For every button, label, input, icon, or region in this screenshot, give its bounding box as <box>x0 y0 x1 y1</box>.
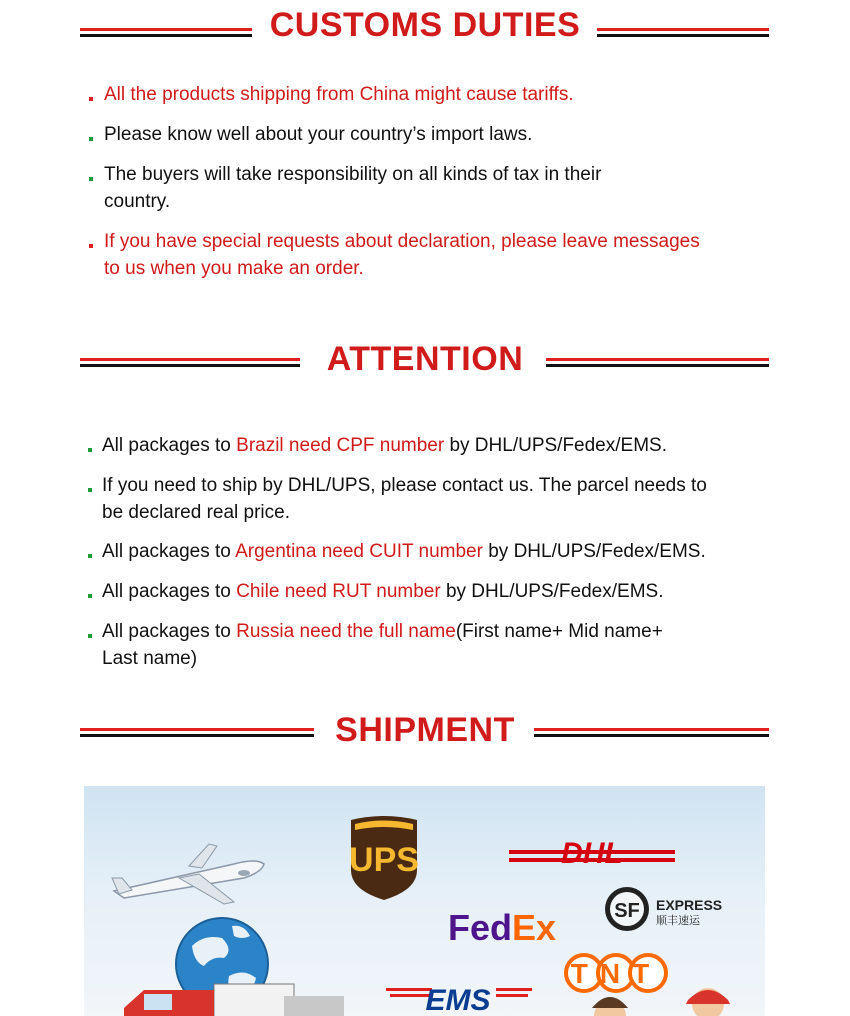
text-segment: to us when you make an order. <box>104 258 364 279</box>
bullet-icon <box>89 97 93 101</box>
text-segment: All packages to <box>102 621 237 642</box>
bullet-icon <box>88 594 92 598</box>
shipment-banner <box>84 786 765 1016</box>
list-item-line <box>102 499 290 526</box>
text-segment: If you have special requests about declaration, please leave messages <box>104 231 700 252</box>
bullet-icon <box>89 244 93 248</box>
text-segment: by DHL/UPS/Fedex/EMS. <box>440 581 664 602</box>
list-item-line <box>104 228 700 255</box>
list-item-line <box>104 188 170 215</box>
dhl-text: DHL <box>561 837 623 870</box>
bullet-icon <box>89 137 93 141</box>
text-segment: by DHL/UPS/Fedex/EMS. <box>482 541 706 562</box>
list-item-line <box>104 255 364 282</box>
shipment-banner-art <box>84 786 765 1016</box>
ups-logo <box>349 816 419 900</box>
list-item-line <box>104 121 532 148</box>
dhl-logo <box>509 837 675 870</box>
attention-title: ATTENTION <box>326 340 524 378</box>
header-rule-right <box>597 28 769 37</box>
text-segment: Brazil need CPF number <box>236 435 445 456</box>
bullet-icon <box>88 488 92 492</box>
attention-header <box>0 340 850 384</box>
truck-icon <box>124 984 344 1016</box>
text-segment: All packages to <box>102 541 236 562</box>
bullet-icon <box>88 448 92 452</box>
list-item-line <box>102 618 663 645</box>
text-segment: Last name) <box>102 648 198 669</box>
list-item-line <box>102 538 706 565</box>
fedex-fed-text: Fed <box>448 907 513 948</box>
header-rule-right <box>546 358 769 367</box>
text-segment: be declared real price. <box>102 502 290 523</box>
sf-express-logo <box>605 887 722 931</box>
text-segment: The buyers will take responsibility on all kinds of tax in their <box>104 164 602 185</box>
list-item-line <box>102 432 667 459</box>
shipment-header <box>0 711 850 755</box>
text-segment: Please know well about your country’s import laws. <box>104 124 533 145</box>
sf-chinese-text: 顺丰速运 <box>656 914 700 927</box>
text-segment: All the products shipping from China might cause tariffs. <box>104 84 574 105</box>
sf-express-text: EXPRESS <box>656 897 723 913</box>
text-segment: (First name+ Mid name+ <box>455 621 663 642</box>
header-rule-right <box>534 728 769 737</box>
tnt-logo <box>566 955 666 991</box>
list-item-line <box>104 81 574 108</box>
text-segment: If you need to ship by DHL/UPS, please contact us. The parcel needs to <box>102 475 707 496</box>
fedex-ex-text: Ex <box>512 907 557 948</box>
text-segment: Russia need the full name <box>236 621 456 642</box>
tnt-text: TNT <box>570 958 662 989</box>
airplane-icon <box>112 844 264 904</box>
text-segment: All packages to <box>102 435 237 456</box>
ems-logo <box>386 984 532 1016</box>
text-segment: by DHL/UPS/Fedex/EMS. <box>444 435 667 456</box>
customs-title: CUSTOMS DUTIES <box>269 6 581 44</box>
sf-text: SF <box>614 900 640 922</box>
list-item-line <box>104 161 601 188</box>
fedex-logo <box>448 907 556 948</box>
shipment-title: SHIPMENT <box>335 711 515 749</box>
ems-text: EMS <box>425 984 491 1016</box>
bullet-icon <box>88 634 92 638</box>
list-item-line <box>102 578 663 605</box>
list-item-line <box>102 472 707 499</box>
ups-text: UPS <box>349 841 419 879</box>
bullet-icon <box>89 177 93 181</box>
text-segment: country. <box>104 191 171 212</box>
bullet-icon <box>88 554 92 558</box>
list-item-line <box>102 645 197 672</box>
text-segment: Chile need RUT number <box>236 581 441 602</box>
text-segment: All packages to <box>102 581 237 602</box>
text-segment: Argentina need CUIT number <box>235 541 483 562</box>
customs-header <box>0 6 850 50</box>
